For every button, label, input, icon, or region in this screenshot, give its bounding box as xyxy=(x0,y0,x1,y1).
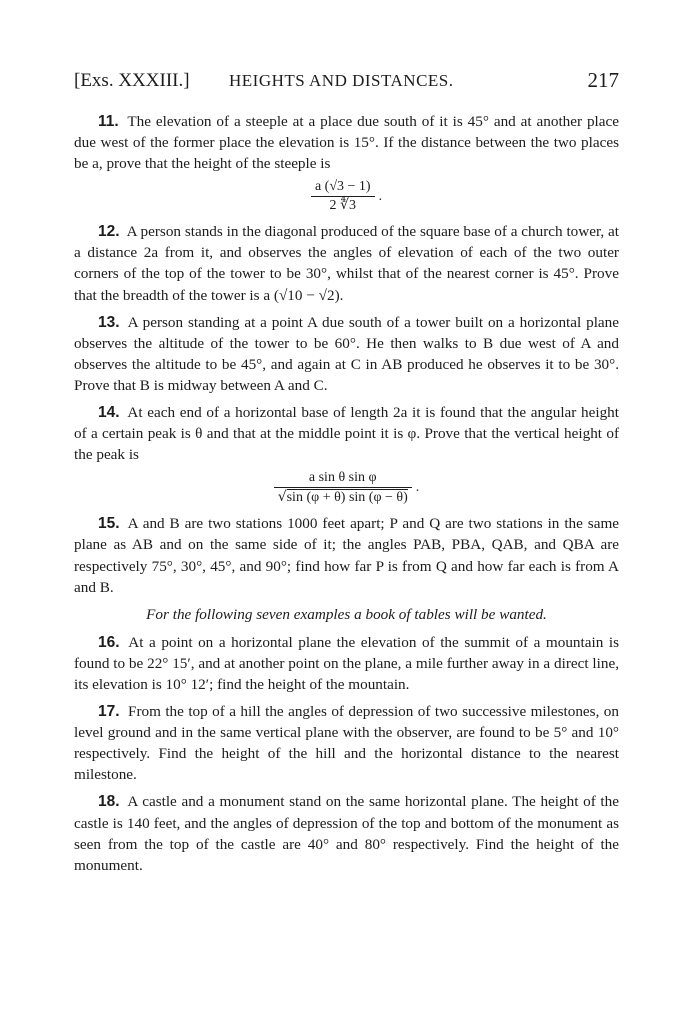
fraction xyxy=(274,469,412,507)
exercise-15 xyxy=(74,513,619,597)
exercise-number: 18. xyxy=(98,793,120,811)
header-title: HEIGHTS AND DISTANCES. xyxy=(229,71,454,90)
exercise-text: From the top of a hill the angles of depression of two successive milestones, on level ground and in the same vertical plane with the observer, are found to be 5° and 10° respectively. Find the height of the hill and the horizontal distance to the nearest milestone. xyxy=(74,703,619,784)
exercise-text: A and B are two stations 1000 feet apart; P and Q are two stations in the same plane as AB and on the same side of it; the angles PAB, PBA, QAB, and QBA are respectively 75°, 30°, 45°, and 90°; find how far P is from Q and how far each is from A and B. xyxy=(74,515,620,596)
formula-steeple-height xyxy=(74,178,619,215)
exercise-12 xyxy=(74,221,619,305)
page-number: 217 xyxy=(587,68,619,92)
exercise-16 xyxy=(74,632,619,695)
exercise-number: 15. xyxy=(98,515,120,533)
page-header xyxy=(74,70,619,100)
page-content xyxy=(74,111,619,876)
radical-sign: √ xyxy=(277,489,287,506)
exercise-number: 11. xyxy=(98,113,119,130)
formula-period: . xyxy=(415,480,420,496)
exercise-text: A person standing at a point A due south of a tower built on a horizontal plane observes the altitude of the tower to be 60°. He then walks to B due west of A and observes the altitude to be 45°, and again at C in AB produced he observes it to be 30°. Prove that B is midway between A and C. xyxy=(74,313,619,394)
exercise-number: 12. xyxy=(98,223,120,241)
exercise-text: At each end of a horizontal base of length 2a it is found that the angular height of a certain peak is θ and that at the middle point it is φ. Prove that the vertical height of the peak is xyxy=(74,404,619,464)
fraction-numerator: a (√3 − 1) xyxy=(314,179,371,195)
fraction-numerator: a sin θ sin φ xyxy=(308,470,377,486)
exercise-text: A person stands in the diagonal produced of the square base of a church tower, at a distance 2a from it, and observes the angles of elevation of each of the two outer corners of the top of the tower to be 30°, whilst that of the nearest corner is 45°. Prove that the breadth of the tower is a (√10 − √2). xyxy=(74,223,619,304)
fraction-denominator xyxy=(274,487,412,507)
fraction-denominator: 2 ∜3 xyxy=(311,196,375,215)
formula-peak-height xyxy=(74,469,619,507)
exercise-number: 13. xyxy=(98,313,120,331)
exercise-17 xyxy=(74,701,619,785)
radicand: sin (φ + θ) sin (φ − θ) xyxy=(286,490,408,506)
exercise-text: At a point on a horizontal plane the elevation of the summit of a mountain is found to be 22° 15′, and at another point on the plane, a mile further away in a direct line, its elevation is 10° 12′; find the height of the mountain. xyxy=(74,633,619,693)
exercise-14 xyxy=(74,402,619,465)
exercise-13 xyxy=(74,312,619,396)
exercise-number: 16. xyxy=(98,633,120,651)
exercise-text: The elevation of a steeple at a place due south of it is 45° and at another place due west of the former place the elevation is 15°. If the distance between the two places be a, prove that the height of the steeple is xyxy=(74,113,620,173)
formula-period: . xyxy=(378,188,383,204)
exercise-number: 14. xyxy=(98,404,120,422)
tables-note: For the following seven examples a book of tables will be wanted. xyxy=(146,605,547,623)
exercise-11 xyxy=(74,111,619,174)
exercise-18 xyxy=(74,791,619,875)
header-exercise-ref: [Exs. XXXIII.] xyxy=(74,70,190,91)
fraction xyxy=(311,178,375,215)
exercise-text: A castle and a monument stand on the same horizontal plane. The height of the castle is 140 feet, and the angles of depression of the top and bottom of the monument as seen from the top of the castle are 40° and 80° respectively. Find the height of the monument. xyxy=(74,793,619,874)
exercise-number: 17. xyxy=(98,703,120,721)
